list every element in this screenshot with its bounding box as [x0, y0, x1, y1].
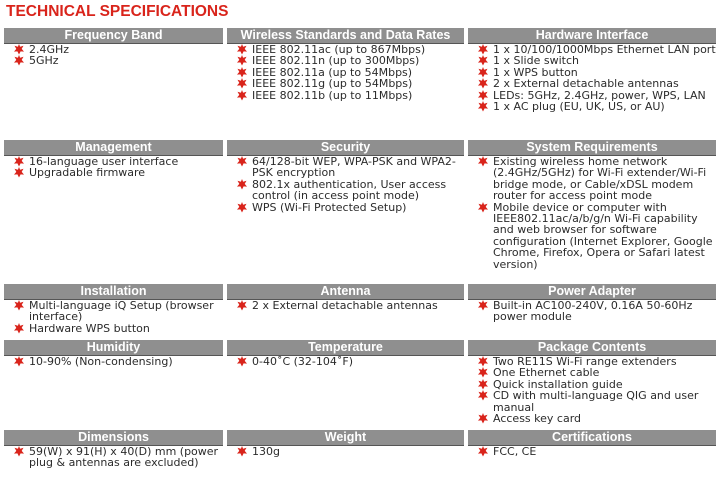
section-heading: System Requirements: [468, 140, 716, 155]
spec-cell-temperature: [227, 340, 464, 426]
red-star-bullet-icon: [237, 44, 247, 55]
spec-item-text: 802.1x authentication, User access control (in access point mode): [252, 177, 447, 203]
red-star-bullet-icon: [14, 356, 24, 367]
spec-item-text: 130g: [252, 445, 280, 458]
spec-item-text: Quick installation guide: [493, 377, 623, 391]
red-star-bullet-icon: [237, 67, 247, 78]
spec-list: [227, 156, 464, 213]
red-star-bullet-icon: [478, 78, 488, 89]
red-star-bullet-icon: [14, 156, 24, 167]
red-star-bullet-icon: [478, 390, 488, 401]
section-heading: Certifications: [468, 430, 716, 445]
red-star-bullet-icon: [478, 67, 488, 78]
section-heading: Weight: [227, 430, 464, 445]
spec-cell-frequency-band: [4, 28, 223, 136]
spec-item: [4, 167, 223, 178]
spec-list: [468, 356, 716, 424]
section-heading: Temperature: [227, 340, 464, 355]
spec-item: [227, 300, 464, 311]
red-star-bullet-icon: [237, 78, 247, 89]
spec-item: [468, 413, 716, 424]
spec-item: [227, 202, 464, 213]
spec-item: [4, 356, 223, 367]
spec-item-text: IEEE 802.11n (up to 300Mbps): [252, 54, 420, 68]
red-star-bullet-icon: [478, 379, 488, 390]
spec-cell-system-requirements: [468, 140, 716, 280]
spec-item: [4, 55, 223, 66]
red-star-bullet-icon: [14, 446, 24, 457]
spec-cell-antenna: [227, 284, 464, 336]
section-heading: Management: [4, 140, 223, 155]
spec-item: [227, 356, 464, 367]
red-star-bullet-icon: [478, 202, 488, 213]
spec-cell-certifications: [468, 430, 716, 480]
spec-item-text: 2 x External detachable antennas: [252, 299, 438, 312]
spec-item-text: 10-90% (Non-condensing): [29, 355, 173, 368]
spec-item-text: IEEE 802.11g (up to 54Mbps): [252, 77, 413, 91]
red-star-bullet-icon: [14, 55, 24, 66]
red-star-bullet-icon: [237, 202, 247, 213]
spec-item-text: One Ethernet cable: [493, 366, 600, 380]
section-heading: Installation: [4, 284, 223, 299]
spec-cell-humidity: [4, 340, 223, 426]
spec-cell-weight: [227, 430, 464, 480]
spec-item-text: 5GHz: [29, 54, 59, 68]
spec-item: [4, 300, 223, 323]
spec-list: [227, 300, 464, 311]
red-star-bullet-icon: [237, 55, 247, 66]
spec-item-text: Mobile device or computer with IEEE802.11ac/a/b/g/n Wi-Fi capability and web browser for software configuration (Internet Explorer, Google Chrome, Firefox, Opera or Safari latest version): [493, 200, 713, 271]
spec-item: [4, 323, 223, 334]
spec-cell-package-contents: [468, 340, 716, 426]
spec-item-text: 59(W) x 91(H) x 40(D) mm (power plug & antennas are excluded): [29, 445, 219, 470]
red-star-bullet-icon: [237, 356, 247, 367]
red-star-bullet-icon: [14, 323, 24, 334]
spec-item: [227, 446, 464, 457]
spec-list: [227, 44, 464, 101]
spec-item-text: Multi-language iQ Setup (browser interface): [29, 299, 214, 324]
spec-item: [468, 300, 716, 323]
page-title: TECHNICAL SPECIFICATIONS: [6, 3, 229, 20]
section-heading: Frequency Band: [4, 28, 223, 43]
spec-list: [468, 44, 716, 112]
section-heading: Dimensions: [4, 430, 223, 445]
spec-cell-dimensions: [4, 430, 223, 480]
red-star-bullet-icon: [237, 90, 247, 101]
red-star-bullet-icon: [14, 167, 24, 178]
spec-item: [227, 90, 464, 101]
spec-item: [468, 446, 716, 457]
spec-item-text: LEDs: 5GHz, 2.4GHz, power, WPS, LAN: [493, 88, 706, 102]
red-star-bullet-icon: [478, 55, 488, 66]
spec-list: [227, 356, 464, 367]
spec-item: [4, 446, 223, 469]
spec-item-text: IEEE 802.11ac (up to 867Mbps): [252, 43, 426, 56]
spec-list: [468, 446, 716, 457]
spec-item-text: 1 x AC plug (EU, UK, US, or AU): [493, 100, 665, 114]
spec-item-text: Two RE11S Wi-Fi range extenders: [493, 355, 677, 368]
red-star-bullet-icon: [478, 156, 488, 167]
spec-item: [227, 179, 464, 202]
spec-item-text: 0-40˚C (32-104˚F): [252, 355, 354, 368]
red-star-bullet-icon: [478, 101, 488, 112]
red-star-bullet-icon: [237, 446, 247, 457]
spec-item-text: 1 x WPS button: [493, 65, 578, 79]
red-star-bullet-icon: [478, 367, 488, 378]
section-heading: Power Adapter: [468, 284, 716, 299]
section-heading: Security: [227, 140, 464, 155]
spec-item: [468, 202, 716, 270]
spec-cell-security: [227, 140, 464, 280]
red-star-bullet-icon: [478, 446, 488, 457]
spec-cell-wireless-standards-and-data-rates: [227, 28, 464, 136]
spec-item: [227, 156, 464, 179]
spec-item-text: 1 x Slide switch: [493, 54, 579, 68]
red-star-bullet-icon: [478, 413, 488, 424]
spec-item-text: 64/128-bit WEP, WPA-PSK and WPA2-PSK encryption: [252, 155, 456, 180]
spec-item-text: 2 x External detachable antennas: [493, 77, 679, 91]
spec-cell-management: [4, 140, 223, 280]
spec-item-text: IEEE 802.11b (up to 11Mbps): [252, 88, 413, 102]
section-heading: Hardware Interface: [468, 28, 716, 43]
red-star-bullet-icon: [237, 179, 247, 190]
spec-item-text: 2.4GHz: [29, 43, 70, 56]
spec-item-text: Upgradable firmware: [29, 166, 146, 180]
spec-list: [468, 300, 716, 323]
red-star-bullet-icon: [14, 300, 24, 311]
spec-list: [4, 44, 223, 67]
spec-item-text: 16-language user interface: [29, 155, 179, 168]
spec-cell-power-adapter: [468, 284, 716, 336]
section-heading: Package Contents: [468, 340, 716, 355]
spec-item: [468, 390, 716, 413]
spec-cell-installation: [4, 284, 223, 336]
red-star-bullet-icon: [478, 90, 488, 101]
spec-list: [227, 446, 464, 457]
spec-item-text: WPS (Wi-Fi Protected Setup): [252, 200, 407, 214]
spec-item-text: 1 x 10/100/1000Mbps Ethernet LAN port: [493, 43, 716, 56]
red-star-bullet-icon: [478, 356, 488, 367]
spec-item: [468, 156, 716, 202]
spec-cell-hardware-interface: [468, 28, 716, 136]
red-star-bullet-icon: [237, 300, 247, 311]
spec-list: [4, 300, 223, 334]
spec-list: [4, 356, 223, 367]
spec-item-text: CD with multi-language QIG and user manual: [493, 389, 699, 414]
spec-item-text: IEEE 802.11a (up to 54Mbps): [252, 65, 413, 79]
red-star-bullet-icon: [478, 300, 488, 311]
section-heading: Antenna: [227, 284, 464, 299]
section-heading: Humidity: [4, 340, 223, 355]
spec-item-text: FCC, CE: [493, 445, 537, 458]
section-heading: Wireless Standards and Data Rates: [227, 28, 464, 43]
spec-item-text: Existing wireless home network (2.4GHz/5GHz) for Wi-Fi extender/Wi-Fi bridge mode, or Cable/xDSL modem router for access point mode: [493, 155, 707, 203]
spec-list: [468, 156, 716, 270]
spec-item-text: Hardware WPS button: [29, 321, 150, 335]
spec-list: [4, 156, 223, 179]
spec-item-text: Built-in AC100-240V, 0.16A 50-60Hz power module: [493, 299, 693, 324]
red-star-bullet-icon: [237, 156, 247, 167]
spec-item: [468, 101, 716, 112]
red-star-bullet-icon: [14, 44, 24, 55]
red-star-bullet-icon: [478, 44, 488, 55]
spec-item-text: Access key card: [493, 412, 582, 426]
spec-list: [4, 446, 223, 469]
